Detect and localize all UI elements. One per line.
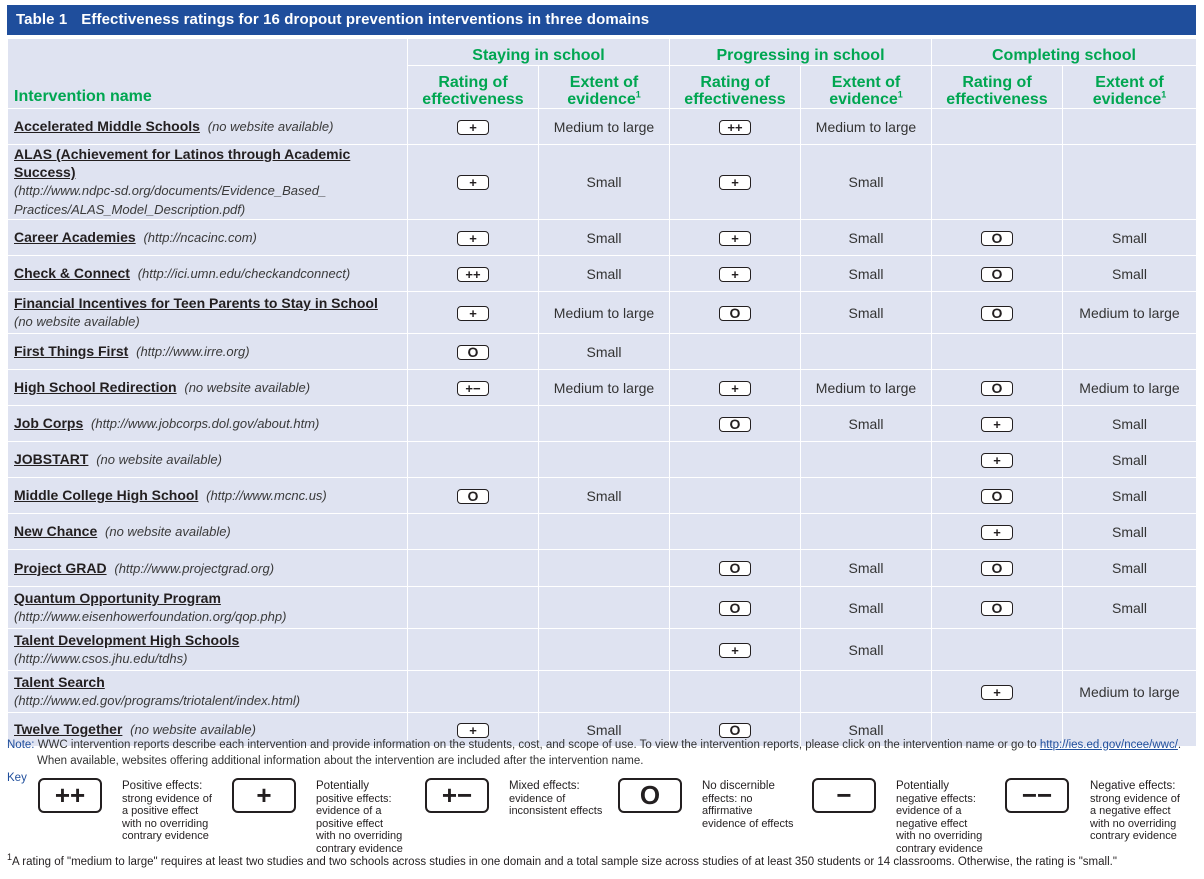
table-row bbox=[8, 442, 1197, 478]
intervention-link[interactable]: Check & Connect bbox=[14, 265, 130, 281]
staying-rating-cell bbox=[408, 406, 539, 442]
staying-rating-cell bbox=[408, 629, 539, 671]
intervention-cell bbox=[8, 292, 408, 334]
completing-rating-cell bbox=[932, 671, 1063, 713]
intervention-cell bbox=[8, 478, 408, 514]
intervention-cell bbox=[8, 587, 408, 629]
rating-badge: + bbox=[719, 381, 751, 396]
progressing-rating-cell bbox=[670, 442, 801, 478]
key-description: Positive effects: strong evidence of a positive effect with no overriding contrary evidence bbox=[122, 780, 212, 842]
domain-completing-header: Completing school bbox=[932, 39, 1197, 66]
completing-extent-cell: Medium to large bbox=[1063, 370, 1197, 406]
intervention-link[interactable]: Career Academies bbox=[14, 229, 136, 245]
staying-extent-cell: Medium to large bbox=[539, 370, 670, 406]
key-symbol: ++ bbox=[38, 778, 102, 813]
key-description: Negative effects: strong evidence of a negative effect with no overriding contrary evidence bbox=[1090, 780, 1180, 842]
staying-rating-cell bbox=[408, 442, 539, 478]
progressing-extent-cell: Small bbox=[801, 292, 932, 334]
completing-extent-cell: Small bbox=[1063, 220, 1197, 256]
intervention-cell bbox=[8, 671, 408, 713]
intervention-url: (no website available) bbox=[130, 722, 256, 737]
completing-extent-cell: Small bbox=[1063, 478, 1197, 514]
table-row bbox=[8, 587, 1197, 629]
completing-rating-cell bbox=[932, 292, 1063, 334]
completing-rating-cell bbox=[932, 220, 1063, 256]
staying-rating-cell bbox=[408, 334, 539, 370]
completing-rating-cell bbox=[932, 370, 1063, 406]
rating-badge: O bbox=[981, 381, 1013, 396]
completing-extent-cell: Small bbox=[1063, 256, 1197, 292]
rating-badge: ++ bbox=[719, 120, 751, 135]
rating-badge: O bbox=[719, 306, 751, 321]
table-title: Effectiveness ratings for 16 dropout prevention interventions in three domains bbox=[81, 11, 650, 28]
intervention-cell bbox=[8, 145, 408, 220]
intervention-link[interactable]: Job Corps bbox=[14, 415, 84, 431]
staying-extent-cell: Small bbox=[539, 334, 670, 370]
table-row bbox=[8, 514, 1197, 550]
table-row bbox=[8, 671, 1197, 713]
progressing-extent-cell: Medium to large bbox=[801, 109, 932, 145]
table-note: Note: WWC intervention reports describe each intervention and provide information on the students, cost, and scope of use. To view the intervention reports, please click on the intervention name or go to http://ies.ed.gov/ncee/wwc/. When available, websites offering additional information about the intervention are included after the intervention name. bbox=[7, 739, 1182, 767]
completing-extent-cell bbox=[1063, 629, 1197, 671]
intervention-cell bbox=[8, 406, 408, 442]
table-title-bar bbox=[7, 5, 1196, 35]
intervention-cell bbox=[8, 629, 408, 671]
key-label: Key bbox=[7, 772, 27, 784]
completing-extent-cell: Small bbox=[1063, 587, 1197, 629]
extent-header: Extent of evidence$^1$ bbox=[539, 66, 670, 109]
intervention-link[interactable]: Project GRAD bbox=[14, 559, 107, 576]
table-row bbox=[8, 629, 1197, 671]
rating-badge: O bbox=[981, 561, 1013, 576]
extent-header: Extent of evidence$^1$ bbox=[801, 66, 932, 109]
note-text-2: When available, websites offering additional information about the intervention are included after the intervention name. bbox=[37, 755, 644, 767]
completing-extent-cell bbox=[1063, 109, 1197, 145]
staying-rating-cell bbox=[408, 292, 539, 334]
key-description: Mixed effects: evidence of inconsistent effects bbox=[509, 780, 603, 817]
staying-extent-cell bbox=[539, 550, 670, 587]
intervention-cell bbox=[8, 334, 408, 370]
completing-rating-cell bbox=[932, 587, 1063, 629]
table-row bbox=[8, 256, 1197, 292]
completing-rating-cell bbox=[932, 256, 1063, 292]
completing-rating-cell bbox=[932, 334, 1063, 370]
rating-badge: O bbox=[719, 561, 751, 576]
rating-badge: + bbox=[457, 723, 489, 738]
rating-badge: O bbox=[457, 345, 489, 360]
intervention-url: (http://ici.umn.edu/checkandconnect) bbox=[137, 266, 351, 281]
progressing-extent-cell bbox=[801, 478, 932, 514]
staying-rating-cell bbox=[408, 514, 539, 550]
progressing-rating-cell bbox=[670, 671, 801, 713]
completing-rating-cell bbox=[932, 514, 1063, 550]
completing-rating-cell bbox=[932, 478, 1063, 514]
progressing-rating-cell bbox=[670, 629, 801, 671]
intervention-link[interactable]: Twelve Together bbox=[14, 721, 123, 737]
rating-badge: +− bbox=[457, 381, 489, 396]
intervention-url: (no website available) bbox=[14, 314, 140, 329]
intervention-link[interactable]: Quantum Opportunity Program bbox=[14, 590, 221, 606]
staying-rating-cell bbox=[408, 671, 539, 713]
intervention-link[interactable]: Financial Incentives for Teen Parents to Stay in School bbox=[14, 295, 378, 311]
progressing-rating-cell bbox=[670, 478, 801, 514]
intervention-url: (http://www.ed.gov/programs/triotalent/index.html) bbox=[14, 693, 301, 708]
rating-badge: ++ bbox=[457, 267, 489, 282]
completing-extent-cell bbox=[1063, 334, 1197, 370]
intervention-url: (http://www.projectgrad.org) bbox=[114, 560, 275, 576]
rating-badge: O bbox=[981, 489, 1013, 504]
table-row bbox=[8, 145, 1197, 220]
progressing-extent-cell: Small bbox=[801, 550, 932, 587]
completing-extent-cell: Small bbox=[1063, 514, 1197, 550]
completing-extent-cell: Medium to large bbox=[1063, 671, 1197, 713]
completing-extent-cell: Small bbox=[1063, 406, 1197, 442]
rating-badge: + bbox=[457, 175, 489, 190]
rating-badge: O bbox=[719, 417, 751, 432]
progressing-extent-cell: Small bbox=[801, 145, 932, 220]
completing-rating-cell bbox=[932, 145, 1063, 220]
rating-badge: + bbox=[981, 685, 1013, 700]
key-description: No discernible effects: no affirmative evidence of effects bbox=[702, 780, 794, 830]
key-legend bbox=[38, 778, 1198, 855]
intervention-cell bbox=[8, 220, 408, 256]
intervention-cell bbox=[8, 550, 408, 587]
rating-badge: + bbox=[457, 306, 489, 321]
key-symbol: −− bbox=[1005, 778, 1069, 813]
progressing-extent-cell: Small bbox=[801, 220, 932, 256]
intervention-cell bbox=[8, 370, 408, 406]
rating-badge: O bbox=[719, 601, 751, 616]
progressing-rating-cell bbox=[670, 220, 801, 256]
completing-rating-cell bbox=[932, 442, 1063, 478]
intervention-link[interactable]: Talent Search bbox=[14, 674, 105, 690]
progressing-extent-cell: Small bbox=[801, 406, 932, 442]
staying-extent-cell bbox=[539, 587, 670, 629]
completing-extent-cell: Medium to large bbox=[1063, 292, 1197, 334]
staying-extent-cell bbox=[539, 514, 670, 550]
table-row bbox=[8, 370, 1197, 406]
staying-extent-cell: Small bbox=[539, 713, 670, 747]
staying-extent-cell: Small bbox=[539, 478, 670, 514]
intervention-url: Practices/ALAS_Model_Description.pdf) bbox=[14, 202, 246, 217]
key-description: Potentially negative effects: evidence of a negative effect with no overriding contrary evidence bbox=[896, 780, 983, 855]
key-symbol: O bbox=[618, 778, 682, 813]
staying-extent-cell: Medium to large bbox=[539, 109, 670, 145]
intervention-cell bbox=[8, 442, 408, 478]
extent-header: Extent of evidence$^1$ bbox=[1063, 66, 1197, 109]
progressing-rating-cell bbox=[670, 145, 801, 220]
staying-rating-cell bbox=[408, 256, 539, 292]
staying-extent-cell: Small bbox=[539, 145, 670, 220]
intervention-link[interactable]: Middle College High School bbox=[14, 487, 199, 503]
intervention-url: (http://www.irre.org) bbox=[136, 344, 250, 359]
intervention-link[interactable]: First Things First bbox=[14, 343, 129, 359]
rating-header: Rating of effectiveness bbox=[932, 66, 1063, 109]
intervention-url: (http://www.ndpc-sd.org/documents/Evidence_Based_ bbox=[14, 183, 327, 198]
intervention-url: (http://ncacinc.com) bbox=[143, 230, 257, 245]
intervention-url: (no website available) bbox=[96, 452, 222, 467]
progressing-extent-cell bbox=[801, 671, 932, 713]
staying-rating-cell bbox=[408, 370, 539, 406]
intervention-link[interactable]: Talent Development High Schools bbox=[14, 632, 240, 648]
domain-progressing-header: Progressing in school bbox=[670, 39, 932, 66]
table-row bbox=[8, 109, 1197, 145]
staying-extent-cell: Small bbox=[539, 220, 670, 256]
rating-badge: + bbox=[457, 231, 489, 246]
table-row bbox=[8, 406, 1197, 442]
key-description: Potentially positive effects: evidence of a positive effect with no overriding contrary evidence bbox=[316, 780, 403, 855]
rating-badge: O bbox=[981, 601, 1013, 616]
rating-badge: O bbox=[719, 723, 751, 738]
intervention-url: (http://www.mcnc.us) bbox=[206, 488, 327, 503]
completing-extent-cell: Small bbox=[1063, 442, 1197, 478]
progressing-extent-cell bbox=[801, 442, 932, 478]
completing-extent-cell: Small bbox=[1063, 550, 1197, 587]
table-row bbox=[8, 478, 1197, 514]
progressing-rating-cell bbox=[670, 334, 801, 370]
progressing-extent-cell: Medium to large bbox=[801, 370, 932, 406]
intervention-cell bbox=[8, 256, 408, 292]
intervention-url: (no website available) bbox=[105, 524, 231, 539]
progressing-extent-cell: Small bbox=[801, 629, 932, 671]
staying-extent-cell bbox=[539, 406, 670, 442]
progressing-rating-cell bbox=[670, 292, 801, 334]
progressing-rating-cell bbox=[670, 109, 801, 145]
completing-extent-cell bbox=[1063, 145, 1197, 220]
rating-badge: + bbox=[719, 643, 751, 658]
rating-badge: + bbox=[719, 231, 751, 246]
intervention-name-header: Intervention name bbox=[8, 39, 408, 109]
staying-rating-cell bbox=[408, 220, 539, 256]
rating-badge: + bbox=[719, 267, 751, 282]
key-symbol: − bbox=[812, 778, 876, 813]
table-row bbox=[8, 334, 1197, 370]
table-row bbox=[8, 550, 1197, 587]
table-number: Table 1 bbox=[16, 11, 68, 28]
progressing-rating-cell bbox=[670, 550, 801, 587]
completing-rating-cell bbox=[932, 629, 1063, 671]
progressing-extent-cell bbox=[801, 514, 932, 550]
staying-extent-cell bbox=[539, 442, 670, 478]
rating-badge: O bbox=[981, 267, 1013, 282]
intervention-link[interactable]: Accelerated Middle Schools bbox=[14, 118, 200, 134]
progressing-extent-cell bbox=[801, 334, 932, 370]
note-text: WWC intervention reports describe each intervention and provide information on the students, cost, and scope of use. To view the intervention reports, please click on the intervention name or go to bbox=[37, 739, 1037, 751]
staying-rating-cell bbox=[408, 550, 539, 587]
rating-badge: O bbox=[457, 489, 489, 504]
rating-badge: O bbox=[981, 306, 1013, 321]
staying-rating-cell bbox=[408, 587, 539, 629]
progressing-rating-cell bbox=[670, 370, 801, 406]
rating-badge: + bbox=[457, 120, 489, 135]
staying-rating-cell bbox=[408, 478, 539, 514]
intervention-link[interactable]: JOBSTART bbox=[14, 451, 89, 467]
domain-staying-header: Staying in school bbox=[408, 39, 670, 66]
intervention-link[interactable]: New Chance bbox=[14, 523, 98, 539]
rating-badge: + bbox=[981, 525, 1013, 540]
progressing-rating-cell bbox=[670, 587, 801, 629]
intervention-url: (no website available) bbox=[184, 380, 311, 395]
rating-header: Rating of effectiveness bbox=[408, 66, 539, 109]
completing-rating-cell bbox=[932, 550, 1063, 587]
progressing-rating-cell bbox=[670, 514, 801, 550]
progressing-rating-cell bbox=[670, 256, 801, 292]
key-symbol: +− bbox=[425, 778, 489, 813]
table-row bbox=[8, 220, 1197, 256]
rating-badge: + bbox=[981, 417, 1013, 432]
wwc-link[interactable]: http://ies.ed.gov/ncee/wwc/ bbox=[1039, 739, 1178, 751]
effectiveness-table bbox=[7, 38, 1197, 747]
key-symbol: + bbox=[232, 778, 296, 813]
rating-badge: + bbox=[981, 453, 1013, 468]
progressing-rating-cell bbox=[670, 406, 801, 442]
intervention-url: (http://www.jobcorps.dol.gov/about.htm) bbox=[91, 416, 320, 431]
rating-header: Rating of effectiveness bbox=[670, 66, 801, 109]
completing-rating-cell bbox=[932, 406, 1063, 442]
progressing-extent-cell: Small bbox=[801, 713, 932, 747]
completing-rating-cell bbox=[932, 109, 1063, 145]
staying-extent-cell: Medium to large bbox=[539, 292, 670, 334]
intervention-cell bbox=[8, 109, 408, 145]
intervention-url: (http://www.csos.jhu.edu/tdhs) bbox=[14, 651, 188, 666]
staying-extent-cell bbox=[539, 671, 670, 713]
intervention-url: (no website available) bbox=[207, 119, 334, 134]
note-label: Note: bbox=[7, 739, 35, 751]
staying-rating-cell bbox=[408, 145, 539, 220]
progressing-extent-cell: Small bbox=[801, 587, 932, 629]
rating-badge: + bbox=[719, 175, 751, 190]
staying-extent-cell bbox=[539, 629, 670, 671]
intervention-link[interactable]: ALAS (Achievement for Latinos through Academic Success) bbox=[14, 146, 351, 180]
intervention-cell bbox=[8, 514, 408, 550]
progressing-extent-cell: Small bbox=[801, 256, 932, 292]
rating-badge: O bbox=[981, 231, 1013, 246]
intervention-link[interactable]: High School Redirection bbox=[14, 379, 177, 395]
staying-rating-cell bbox=[408, 109, 539, 145]
intervention-url: (http://www.eisenhowerfoundation.org/qop.php) bbox=[14, 609, 287, 624]
table-row bbox=[8, 292, 1197, 334]
staying-extent-cell: Small bbox=[539, 256, 670, 292]
footnote: $^1$A rating of "medium to large" requires at least two studies and two schools across studies in one domain and a total sample size across studies of at least 350 students or 14 classrooms. Otherwise, the rating is "small." bbox=[7, 852, 1117, 868]
